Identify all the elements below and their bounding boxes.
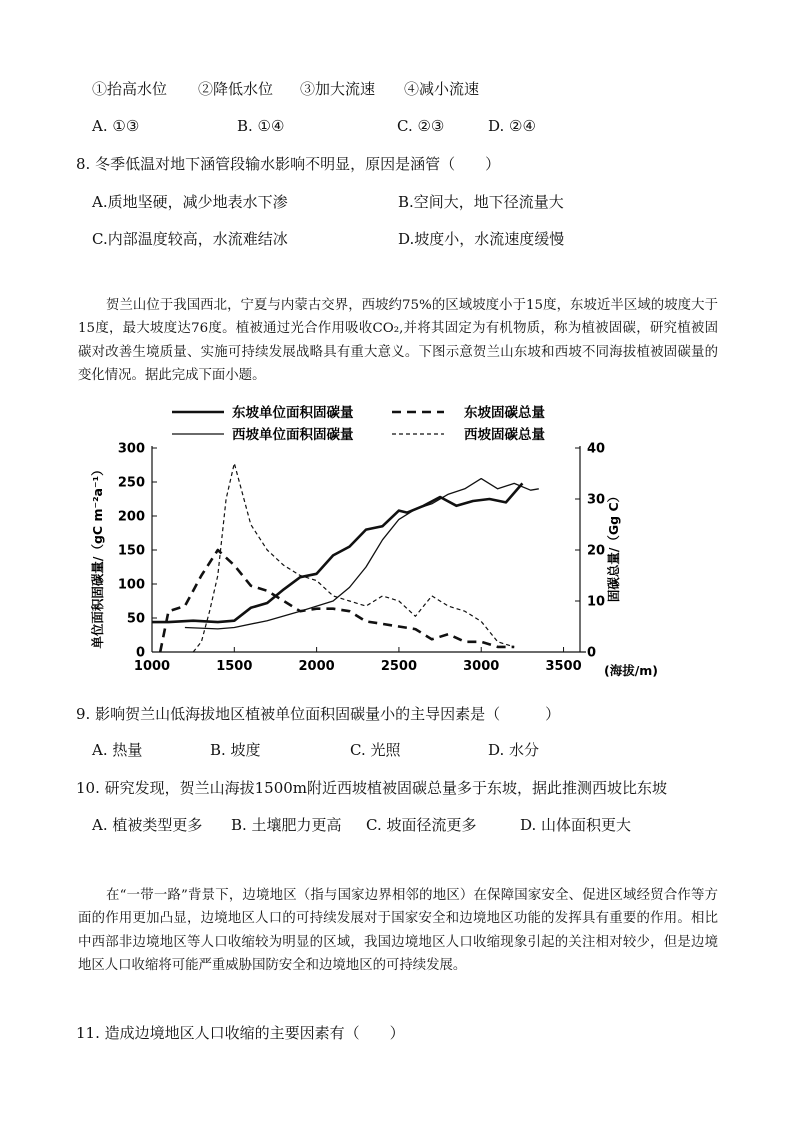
statement-2: ②降低水位 — [198, 80, 274, 98]
q9-option-c[interactable]: C. 光照 — [350, 741, 401, 759]
chart-series — [152, 463, 539, 652]
statement-1: ①抬高水位 — [92, 80, 168, 98]
y2-axis-label: 固碳总量/（Gg C） — [606, 489, 621, 603]
x-tick-label: 3500 — [545, 659, 582, 674]
x-axis-label: (海拔/m) — [604, 663, 659, 678]
y2-tick-label: 0 — [587, 645, 597, 661]
q10-option-a[interactable]: A. 植被类型更多 — [92, 816, 203, 834]
passage-helan-mountain: 贺兰山位于我国西北，宁夏与内蒙古交界，西坡约75%的区域坡度小于15度，东坡近半区域的坡度大于15度，最大坡度达76度。植被通过光合作用吸收CO₂,并将其固定为有机物质，称为植被固碳，研究植被固碳对改善生境质量、实施可持续发展战略具有重大意义。下图示意贺兰山东坡和西坡不同海拔植被固碳量的变化情况。据此完成下面小题。 — [78, 298, 718, 384]
y-tick-label: 200 — [117, 509, 145, 525]
chart-legend — [172, 404, 545, 443]
y-tick-label: 250 — [117, 475, 145, 491]
y2-tick-label: 20 — [587, 543, 606, 559]
x-tick-label: 2500 — [380, 659, 418, 674]
passage-border-population: 在“一带一路”背景下，边境地区（指与国家边界相邻的地区）在保障国家安全、促进区域经贸合作等方面的作用更加凸显，边境地区人口的可持续发展对于国家安全和边境地区功能的发挥具有重要的作用。相比中西部非边境地区等人口收缩较为明显的区域，我国边境地区人口收缩现象引起的关注相对较少，但是边境地区人口收缩将可能严重威胁国防安全和边境地区的可持续发展。 — [78, 888, 718, 974]
y-tick-label: 150 — [117, 543, 145, 559]
q9-option-a[interactable]: A. 热量 — [92, 741, 143, 759]
legend-label: 西坡固碳总量 — [464, 427, 545, 443]
series-line-东坡单位面积固碳量 — [152, 483, 522, 622]
carbon-fixation-chart — [80, 398, 720, 688]
q7-option-d[interactable]: D. ②④ — [488, 117, 536, 135]
y-axis-label: 单位面积固碳量/（gC m⁻²a⁻¹） — [90, 463, 105, 649]
q8-option-c[interactable]: C.内部温度较高，水流难结冰 — [92, 230, 288, 248]
y2-tick-label: 10 — [587, 594, 606, 610]
q9-stem: 9. 影响贺兰山低海拔地区植被单位面积固碳量小的主导因素是（ ） — [76, 705, 561, 723]
q10-option-c[interactable]: C. 坡面径流更多 — [366, 816, 477, 834]
q9-option-d[interactable]: D. 水分 — [488, 741, 540, 759]
x-tick-label: 3000 — [463, 659, 500, 674]
series-line-东坡固碳总量 — [160, 550, 514, 652]
x-tick-label: 1500 — [216, 659, 253, 674]
legend-label: 东坡单位面积固碳量 — [232, 405, 354, 421]
series-line-西坡单位面积固碳量 — [185, 479, 539, 629]
y2-tick-label: 40 — [587, 441, 606, 457]
q10-option-b[interactable]: B. 土壤肥力更高 — [231, 816, 342, 834]
x-tick-label: 2000 — [298, 659, 335, 674]
q8-option-a[interactable]: A.质地坚硬，减少地表水下渗 — [92, 193, 288, 211]
chart-axes — [118, 442, 605, 675]
y-tick-label: 50 — [126, 611, 145, 627]
q9-option-b[interactable]: B. 坡度 — [210, 741, 261, 759]
y-tick-label: 100 — [117, 577, 145, 593]
legend-label: 东坡固碳总量 — [464, 405, 545, 421]
series-line-西坡固碳总量 — [193, 463, 514, 652]
q7-option-b[interactable]: B. ①④ — [237, 117, 285, 135]
q8-stem: 8. 冬季低温对地下涵管段输水影响不明显，原因是涵管（ ） — [76, 155, 501, 173]
legend-label: 西坡单位面积固碳量 — [232, 427, 354, 443]
q7-option-a[interactable]: A. ①③ — [92, 117, 140, 135]
statement-3: ③加大流速 — [300, 80, 376, 98]
q11-stem: 11. 造成边境地区人口收缩的主要因素有（ ） — [76, 1024, 405, 1042]
y-tick-label: 300 — [117, 441, 145, 457]
q7-option-c[interactable]: C. ②③ — [397, 117, 445, 135]
x-tick-label: 1000 — [133, 659, 171, 674]
y-tick-label: 0 — [135, 645, 145, 661]
y2-tick-label: 30 — [587, 492, 606, 508]
q10-stem: 10. 研究发现，贺兰山海拔1500m附近西坡植被固碳总量多于东坡，据此推测西坡比东坡 — [76, 779, 668, 797]
statement-4: ④减小流速 — [404, 80, 480, 98]
q8-option-b[interactable]: B.空间大，地下径流量大 — [398, 193, 564, 211]
q8-option-d[interactable]: D.坡度小，水流速度缓慢 — [398, 230, 565, 248]
q10-option-d[interactable]: D. 山体面积更大 — [520, 816, 632, 834]
